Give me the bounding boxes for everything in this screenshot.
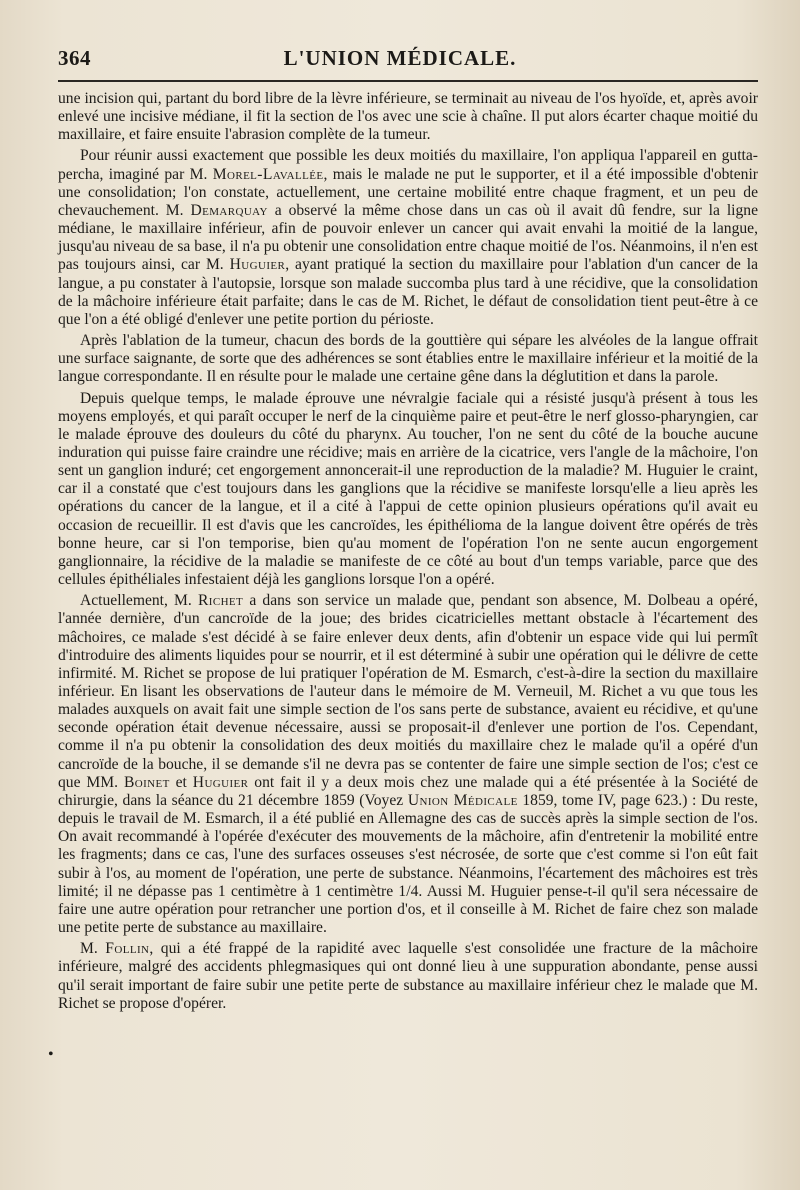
text-run: Après l'ablation de la tumeur, chacun des bords de la gouttière qui sépare les alvéoles de la langue offrait une surface saignante, de sorte que des adhérences se sont établies entre le maxillaire inférieur et la moitié de la langue correspondante. Il en résulte pour le malade une certaine gêne dans la déglutition et dans la parole.	[58, 332, 758, 386]
text-run: et	[169, 773, 193, 791]
person-name: Morel-Lavallée	[212, 165, 324, 183]
paragraph	[58, 592, 758, 937]
running-head	[58, 46, 742, 76]
person-name: Union Médicale	[407, 791, 518, 809]
paragraph	[58, 390, 758, 590]
margin-bullet: •	[48, 1046, 54, 1063]
text-run: une incision qui, partant du bord libre de la lèvre inférieure, se terminait au niveau de l'os hyoïde, et, après avoir enlevé une incisive médiane, il fit la section de l'os avec une scie à chaîne. Il put alors écarter chaque moitié du maxillaire, et faire ensuite l'abrasion complète de la tumeur.	[58, 90, 758, 144]
journal-title: L'UNION MÉDICALE.	[283, 46, 517, 70]
person-name: Huguier	[192, 773, 249, 791]
paragraph	[58, 332, 758, 386]
header-rule	[58, 80, 758, 82]
article-body	[58, 90, 758, 1013]
text-run: a observé la même chose dans un cas où il avait dû fendre, sur la ligne médiane, le maxillaire inférieur, afin de pouvoir enlever un cancer qui avait envahi la moitié de la langue, jusqu'au niveau de sa base, il n'a pu obtenir une consolidation entre chaque moitié de l'os. Néanmoins, il n'en est pas toujours ainsi, car M.	[58, 201, 758, 274]
text-run: ont fait il y a deux mois chez une malade qui a été présentée à la Société de chirurgie, dans la séance du 21 décembre 1859 (Voyez	[58, 773, 758, 809]
paragraph	[58, 940, 758, 1013]
person-name: Boinet	[123, 773, 170, 791]
text-run: Pour réunir aussi exactement que possible les deux moitiés du maxillaire, l'on appliqua l'appareil en gutta-percha, imaginé par M.	[58, 147, 758, 183]
person-name: Follin	[105, 940, 150, 958]
paragraph	[58, 147, 758, 329]
text-run: Actuellement, M.	[80, 592, 198, 610]
person-name: Richet	[197, 592, 244, 610]
person-name: Demarquay	[190, 201, 268, 219]
text-run: , ayant pratiqué la section du maxillaire pour l'ablation d'un cancer de la langue, a pu constater à l'autopsie, lorsque son malade succomba plus tard à une récidive, que la consolidation de la mâchoire inférieure était parfaite; dans le cas de M. Richet, le défaut de consolidation tient peut-être à ce que l'on a été obligé d'enlever une petite portion du périoste.	[58, 256, 758, 328]
text-run: a dans son service un malade que, pendant son absence, M. Dolbeau a opéré, l'année dernière, d'un cancroïde de la joue; des brides cicatricielles mettant obstacle à l'écartement des mâchoires, ce malade s'est décidé à se faire enlever deux dents, afin d'obtenir un espace vide qui lui permît d'introduire des aliments liquides pour se nourrir, et il est déterminé à subir une opération qui le délivre de cette infirmité. M. Richet se propose de lui pratiquer l'opération de M. Esmarch, c'est-à-dire la section du maxillaire inférieur. En lisant les observations de l'auteur dans le mémoire de M. Verneuil, M. Richet a vu que tous les malades auxquels on avait fait une simple section de l'os sans perte de substance, avaient eu récidive, et qu'une seconde opération était devenue nécessaire, aussi se proposait-il d'enlever une portion de l'os. Cependant, comme il n'a pu obtenir la consolidation des deux moitiés du maxillaire chez le malade qu'il a opéré d'un cancroïde de la bouche, il se demande s'il ne devra pas se contenter de faire une simple section de l'os; c'est ce que MM.	[58, 592, 758, 791]
text-run: , mais le malade ne put le supporter, et il a été impossible d'obtenir une consolidation; l'on constate, actuellement, une certaine mobilité entre chaque fragment, et un peu de chevauchement. M.	[58, 165, 758, 219]
text-run: M.	[80, 940, 106, 958]
page-number: 364	[58, 46, 91, 70]
person-name: Huguier	[229, 256, 286, 274]
text-run: Depuis quelque temps, le malade éprouve une névralgie faciale qui a résisté jusqu'à présent à tous les moyens employés, et qui paraît occuper le nerf de la cinquième paire et peut-être le nerf glosso-pharyngien, car le malade éprouve des douleurs du côté du pharynx. Au toucher, l'on ne sent du côté de la bouche aucune induration qui puisse faire craindre une récidive; mais en arrière de la cicatrice, vers l'angle de la mâchoire, l'on sent un ganglion induré; cet engorgement annoncerait-il une reproduction de la maladie? M. Huguier le craint, car il a constaté que c'est toujours dans les ganglions que la récidive se manifeste lorsqu'elle a lieu après les opérations du cancer de la langue, et il a cité à l'appui de cette opinion plusieurs opérations qu'il avait eu occasion de recueillir. Il est d'avis que les cancroïdes, les épithélioma de la langue doivent être opérés de très bonne heure, car si l'on temporise, bien qu'au moment de l'opération l'on ne sente aucun engorgement ganglionnaire, la récidive de la maladie se manifeste de ce côté au bout d'un temps variable, parce que des cellules épithéliales infestaient déjà les ganglions lorsque l'on a opéré.	[58, 389, 758, 589]
text-run: , qui a été frappé de la rapidité avec laquelle s'est consolidée une fracture de la mâchoire inférieure, malgré des accidents phlegmasiques qui ont donné lieu à une suppuration abondante, pense aussi qu'il serait important de faire subir une petite perte de substance au maxillaire inférieur chez le malade que M. Richet se propose d'opérer.	[58, 940, 758, 1012]
paragraph	[58, 90, 758, 144]
text-run: 1859, tome IV, page 623.) : Du reste, depuis le travail de M. Esmarch, il a été publié en Allemagne des cas de succès après la simple section de l'os. On avait recommandé à l'opérée d'exécuter des mouvements de la mâchoire, afin d'entretenir la mobilité entre les fragments; dans ce cas, l'une des surfaces osseuses s'est nécrosée, de sorte que c'est comme si l'on eût fait subir à l'os, au moment de l'opération, une perte de substance. Néanmoins, l'écartement des mâchoires est très limité; il ne dépasse pas 1 centimètre à 1 centimètre 1/4. Aussi M. Huguier pense-t-il qu'il sera nécessaire de faire une autre opération pour retrancher une portion d'os, et il conseille à M. Richet de faire chez son malade une petite perte de substance au maxillaire.	[58, 791, 758, 937]
